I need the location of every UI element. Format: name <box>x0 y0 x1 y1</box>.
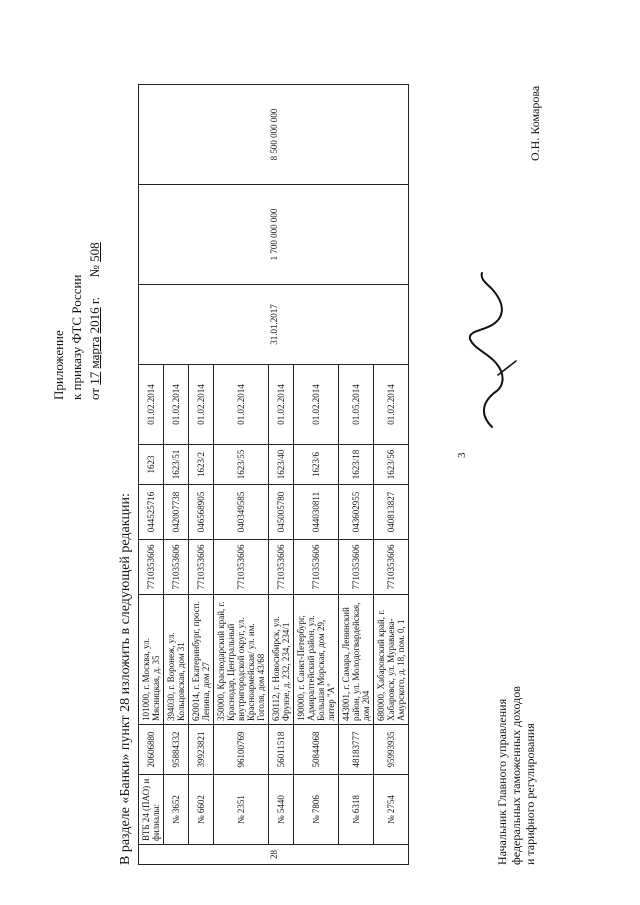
branch-reg-cell: 95884332 <box>164 725 189 775</box>
branch-address-cell: 680000, Хабаровский край, г. Хабаровск, ул. Муравьева-Амурского, д. 18, пом. 0, 1 <box>374 595 409 725</box>
branch-date-cell: 01.02.2014 <box>214 365 269 445</box>
branch-reg-cell: 50844068 <box>294 725 339 775</box>
expiry-cell: 31.01.2017 <box>139 285 409 365</box>
branch-bik-cell: 040813827 <box>374 485 409 540</box>
signatory-name: О.Н. Комарова <box>528 85 542 161</box>
branch-address-cell: 620014, г. Екатеринбург, просп. Ленина, дом 27 <box>189 595 214 725</box>
order-year: 2016 <box>87 307 102 334</box>
branch-reg-cell: 96100769 <box>214 725 269 775</box>
order-number: 508 <box>87 242 102 262</box>
branch-name-cell: № 2351 <box>214 775 269 845</box>
appendix-date-line <box>86 242 104 400</box>
branch-reg-cell: 39923821 <box>189 725 214 775</box>
item-number-cell: 28 <box>139 845 409 865</box>
branch-code-cell: 1623/56 <box>374 445 409 485</box>
branch-name-cell: № 2754 <box>374 775 409 845</box>
branch-code-cell: 1623/6 <box>294 445 339 485</box>
branch-reg-cell: 56011518 <box>269 725 294 775</box>
intro-text: В разделе «Банки» пункт 28 изложить в следующей редакции: <box>118 493 133 865</box>
appendix-title: Приложение <box>51 330 66 400</box>
code-cell: 1623 <box>139 445 164 485</box>
branch-inn-cell: 7710353606 <box>269 540 294 595</box>
from-label: от <box>87 387 102 400</box>
branch-reg-cell: 95993935 <box>374 725 409 775</box>
branch-inn-cell: 7710353606 <box>339 540 374 595</box>
limit1-cell: 1 700 000 000 <box>139 185 409 285</box>
branch-inn-cell: 7710353606 <box>214 540 269 595</box>
branch-date-cell: 01.02.2014 <box>269 365 294 445</box>
order-day: 17 <box>87 371 102 385</box>
branch-date-cell: 01.02.2014 <box>189 365 214 445</box>
appendix-order-ref: к приказу ФТС России <box>69 274 84 400</box>
date-cell: 01.02.2014 <box>139 365 164 445</box>
branch-address-cell: 190000, г. Санкт-Петербург, Адмиралтейский район, ул. Большая Морская, дом 29, литер "А" <box>294 595 339 725</box>
branch-address-cell: 630112, г. Новосибирск, ул. Фрунзе, д. 232, 234, 234/1 <box>269 595 294 725</box>
branch-bik-cell: 044030811 <box>294 485 339 540</box>
bank-name-cell: ВТБ 24 (ПАО) и филиалы: <box>139 775 164 845</box>
address-cell: 101000, г. Москва, ул. Мясницкая, д. 35 <box>139 595 164 725</box>
reg-cell: 20606880 <box>139 725 164 775</box>
branch-inn-cell: 7710353606 <box>164 540 189 595</box>
branch-inn-cell: 7710353606 <box>189 540 214 595</box>
branch-address-cell: 394030, г. Воронеж, ул. Кольцовская, дом 31 <box>164 595 189 725</box>
branch-inn-cell: 7710353606 <box>374 540 409 595</box>
branch-bik-cell: 042007738 <box>164 485 189 540</box>
branch-inn-cell: 7710353606 <box>294 540 339 595</box>
bik-cell: 044525716 <box>139 485 164 540</box>
limit2-cell: 8 500 000 000 <box>139 85 409 185</box>
appendix-header <box>50 242 104 400</box>
signatory-line-3: и тарифного регулирования <box>523 723 537 865</box>
banks-table <box>138 84 409 865</box>
branch-reg-cell: 48183777 <box>339 725 374 775</box>
branch-name-cell: № 6318 <box>339 775 374 845</box>
branch-code-cell: 1623/2 <box>189 445 214 485</box>
branch-name-cell: № 6602 <box>189 775 214 845</box>
branch-date-cell: 01.02.2014 <box>374 365 409 445</box>
signatory-line-2: федеральных таможенных доходов <box>509 686 523 865</box>
branch-code-cell: 1623/40 <box>269 445 294 485</box>
branch-code-cell: 1623/18 <box>339 445 374 485</box>
branch-bik-cell: 046568905 <box>189 485 214 540</box>
inn-cell: 7710353606 <box>139 540 164 595</box>
branch-bik-cell: 040349585 <box>214 485 269 540</box>
year-suffix: г. <box>87 297 102 305</box>
branch-name-cell: № 7806 <box>294 775 339 845</box>
branch-bik-cell: 043602955 <box>339 485 374 540</box>
branch-address-cell: 443001, г. Самара, Ленинский район, ул. Молодогвардейская, дом 204 <box>339 595 374 725</box>
page-number: 3 <box>456 452 468 458</box>
branch-code-cell: 1623/51 <box>164 445 189 485</box>
branch-bik-cell: 045005780 <box>269 485 294 540</box>
branch-name-cell: № 3652 <box>164 775 189 845</box>
signatory-title <box>495 686 537 865</box>
branch-address-cell: 350000, Краснодарский край, г. Краснодар, Центральный внутригородской округ, ул. Красноармейская/ ул. им. Гоголя, дом 43/68 <box>214 595 269 725</box>
branch-date-cell: 01.05.2014 <box>339 365 374 445</box>
branch-code-cell: 1623/55 <box>214 445 269 485</box>
signatory-line-1: Начальник Главного управления <box>495 698 509 865</box>
handwritten-signature <box>452 265 522 435</box>
branch-name-cell: № 5440 <box>269 775 294 845</box>
number-sign: № <box>87 265 102 278</box>
branch-date-cell: 01.02.2014 <box>294 365 339 445</box>
order-month: марта <box>87 336 102 369</box>
branch-date-cell: 01.02.2014 <box>164 365 189 445</box>
table-row <box>139 85 164 865</box>
